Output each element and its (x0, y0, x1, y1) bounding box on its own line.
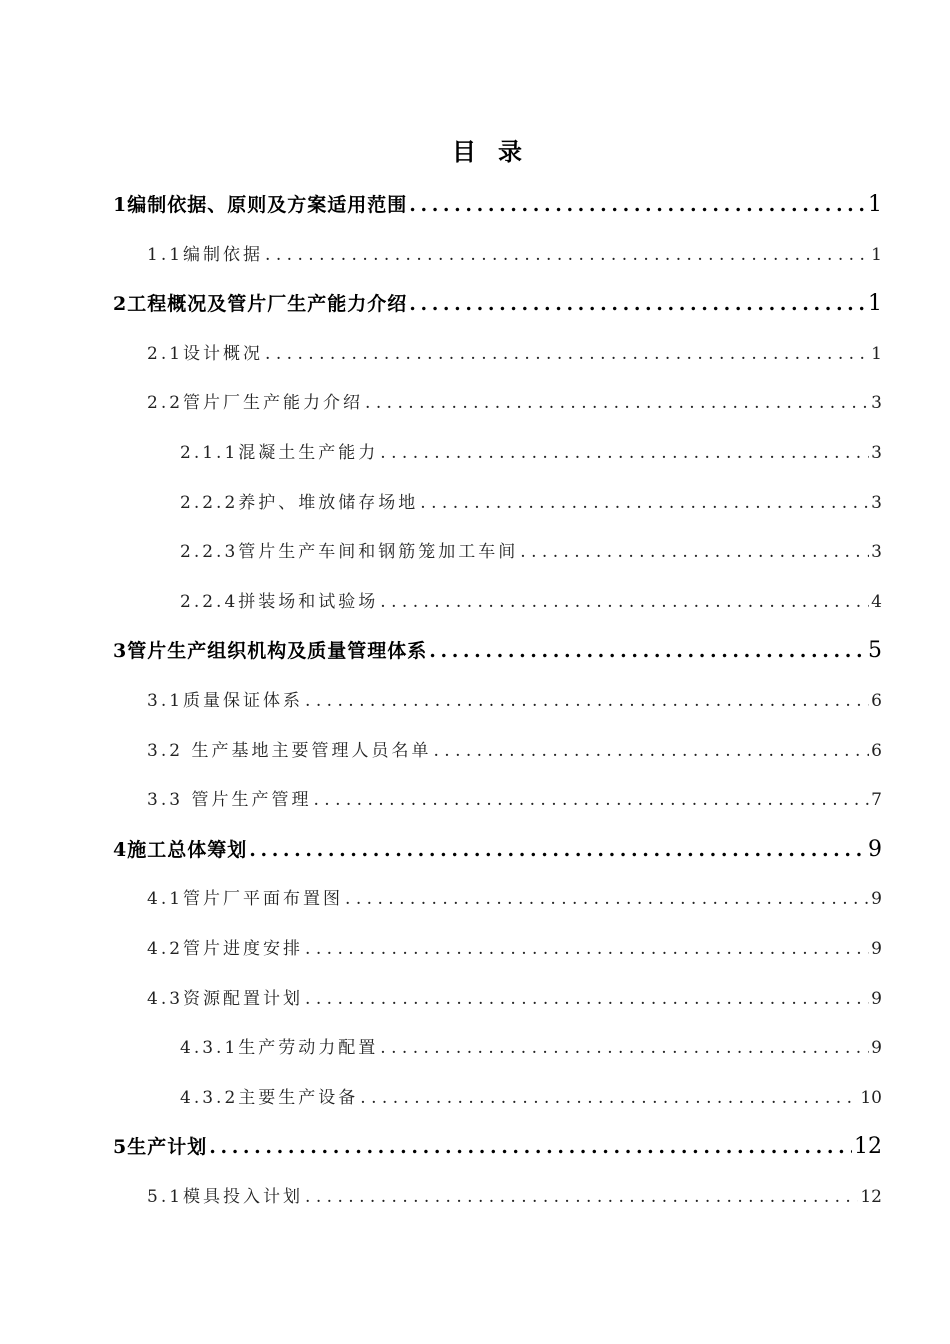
toc-leader-dots (249, 839, 866, 861)
toc-leader-dots (305, 989, 869, 1009)
toc-entry-level3[interactable] (180, 488, 882, 513)
toc-entry-text: 2.2.2养护、堆放储存场地 (180, 492, 419, 513)
toc-page-number: 12 (854, 1134, 882, 1160)
toc-page-number: 7 (871, 790, 882, 811)
toc-leader-dots (305, 691, 869, 711)
toc-page-number: 9 (871, 988, 882, 1009)
toc-entry-level2[interactable] (147, 686, 882, 711)
toc-entry-level1[interactable] (113, 289, 882, 316)
toc-leader-dots (305, 939, 869, 959)
toc-page-number: 3 (871, 542, 882, 563)
toc-leader-dots (365, 393, 869, 413)
toc-entry-level1[interactable] (113, 835, 882, 862)
toc-entry-level3[interactable] (180, 587, 882, 612)
toc-entry-text: 3.3 管片生产管理 (147, 790, 312, 811)
toc-leader-dots (433, 741, 869, 761)
toc-page-number: 1 (868, 192, 882, 217)
toc-page-number: 9 (871, 1038, 882, 1059)
toc-entry-text: 2.2管片厂生产能力介绍 (147, 393, 364, 414)
toc-leader-dots (360, 1088, 858, 1108)
toc-entry-text: 1编制依据、原则及方案适用范围 (113, 194, 408, 216)
toc-entry-text: 5.1模具投入计划 (147, 1187, 304, 1207)
toc-entry-level3[interactable] (180, 438, 882, 463)
toc-leader-dots (409, 194, 866, 216)
toc-entry-level2[interactable] (147, 934, 882, 959)
toc-page-number: 4 (871, 591, 882, 612)
toc-entry-level2[interactable] (147, 736, 882, 761)
toc-page-number: 6 (871, 691, 882, 711)
toc-entry-text: 4.3.2主要生产设备 (180, 1087, 359, 1108)
toc-entry-text: 3.2 生产基地主要管理人员名单 (147, 740, 432, 761)
toc-page-number: 1 (868, 291, 882, 317)
toc-entry-level2[interactable] (147, 884, 882, 909)
toc-page-number: 9 (871, 939, 882, 959)
toc-entry-text: 4施工总体筹划 (113, 838, 248, 861)
toc-entry-text: 3.1质量保证体系 (147, 691, 304, 711)
toc-entry-level3[interactable] (180, 1033, 882, 1058)
toc-entry-text: 2.2.3管片生产车间和钢筋笼加工车间 (180, 542, 519, 563)
toc-leader-dots (520, 542, 869, 562)
toc-entry-text: 3管片生产组织机构及质量管理体系 (113, 640, 428, 663)
toc-leader-dots (380, 1038, 869, 1058)
toc-entry-level2[interactable] (147, 240, 882, 265)
toc-entry-level3[interactable] (180, 537, 882, 562)
toc-entry-level2[interactable] (147, 984, 882, 1009)
toc-entry-text: 2工程概况及管片厂生产能力介绍 (113, 293, 408, 316)
toc-entry-text: 4.2管片进度安排 (147, 939, 304, 959)
toc-entry-text: 1.1编制依据 (147, 244, 264, 265)
toc-entry-level1[interactable] (113, 190, 882, 217)
toc-page-number: 1 (871, 244, 882, 265)
toc-entry-level1[interactable] (113, 1132, 882, 1159)
toc-leader-dots (380, 443, 869, 463)
toc-leader-dots (265, 344, 869, 364)
toc-leader-dots (380, 592, 869, 612)
toc-leader-dots (265, 245, 869, 265)
toc-page-number: 12 (860, 1187, 882, 1207)
toc-leader-dots (345, 889, 869, 909)
toc-page-number: 6 (871, 740, 882, 761)
toc-page-number: 1 (871, 343, 882, 364)
toc-entry-text: 5生产计划 (113, 1136, 208, 1159)
toc-page-number: 3 (871, 443, 882, 463)
toc-leader-dots (409, 293, 866, 315)
toc-leader-dots (313, 790, 869, 810)
toc-entry-level2[interactable] (147, 388, 882, 413)
toc-entry-text: 2.1.1混凝土生产能力 (180, 443, 379, 463)
toc-page-number: 10 (860, 1087, 882, 1108)
toc-leader-dots (305, 1187, 858, 1207)
toc-entry-level3[interactable] (180, 1083, 882, 1108)
toc-page-number: 9 (868, 836, 882, 862)
toc-entry-text: 4.3.1生产劳动力配置 (180, 1038, 379, 1059)
toc-entry-level1[interactable] (113, 636, 882, 663)
toc-leader-dots (429, 640, 866, 662)
toc-page-number: 5 (868, 638, 882, 664)
toc-leader-dots (209, 1136, 852, 1158)
toc-entry-level2[interactable] (147, 339, 882, 364)
toc-page-number: 9 (871, 889, 882, 910)
toc-leader-dots (420, 493, 869, 513)
toc-page-number: 3 (871, 492, 882, 513)
toc-entry-text: 4.3资源配置计划 (147, 988, 304, 1009)
toc-entry-level2[interactable] (147, 1182, 882, 1207)
toc-entry-text: 2.1设计概况 (147, 343, 264, 364)
toc-entry-text: 4.1管片厂平面布置图 (147, 889, 344, 910)
toc-entry-level2[interactable] (147, 785, 882, 810)
toc-page-number: 3 (871, 393, 882, 414)
toc-entry-text: 2.2.4拼装场和试验场 (180, 591, 379, 612)
toc-title: 目录 (452, 137, 544, 166)
